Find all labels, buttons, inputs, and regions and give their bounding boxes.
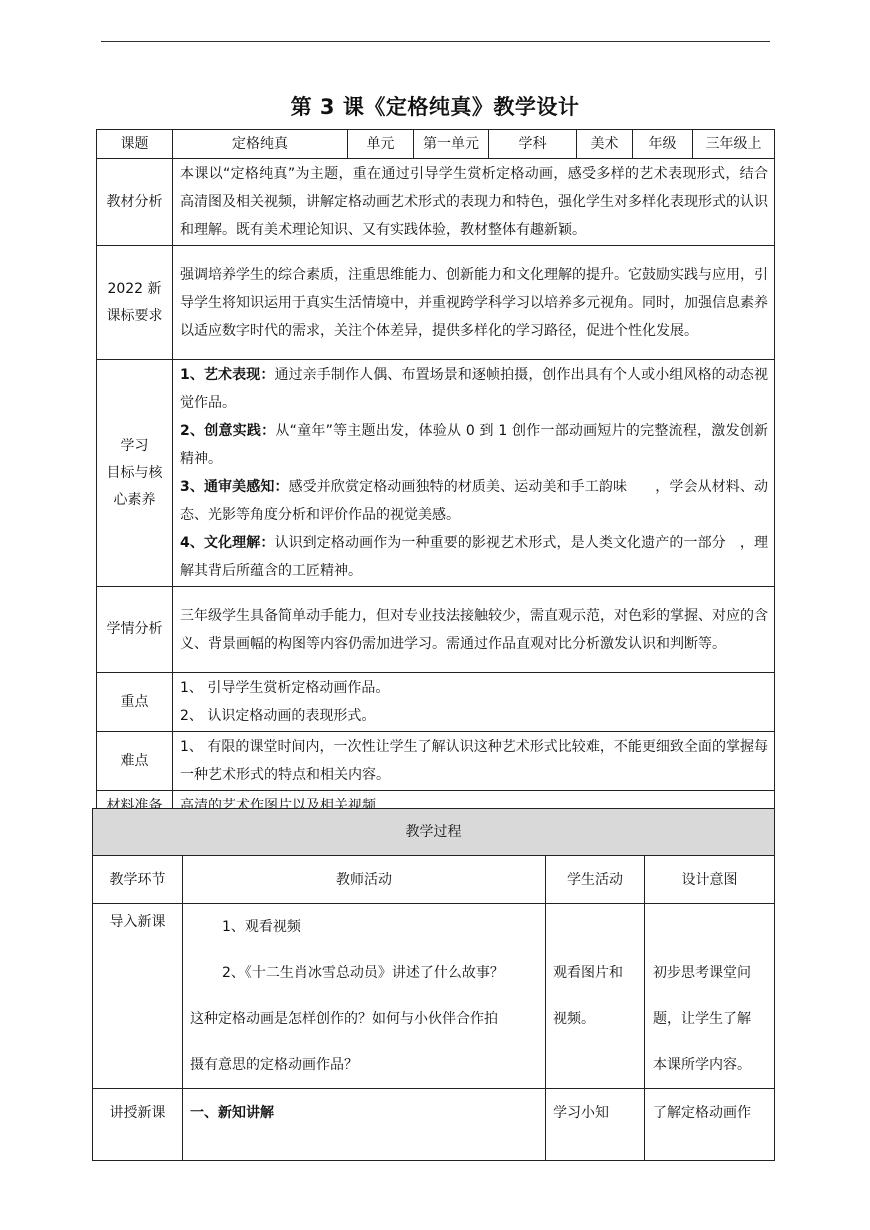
objective-head: 4、文化理解： xyxy=(180,535,275,551)
col-header-student: 学生活动 xyxy=(546,856,645,904)
objectives-row xyxy=(97,360,775,587)
curriculum-text: 强调培养学生的综合素质，注重思维能力、创新能力和文化理解的提升。它鼓励实践与应用，引导学生将知识运用于真实生活情境中，并重视跨学科学习以培养多元视角。同时，加强信息素养以适应数字时代的需求，关注个体差异，提供多样化的学习路径，促进个性化发展。 xyxy=(173,246,775,360)
difficulty-text: 1、 有限的课堂时间内，一次性让学生了解认识这种艺术形式比较难，不能更细致全面的掌握每一种艺术形式的特点和相关内容。 xyxy=(173,732,775,791)
objective-text: 从“童年”等主题出发，体验从 0 到 1 创作一部动画短片的完整流程，激发创新精神。 xyxy=(180,423,768,467)
subject-value: 美术 xyxy=(577,130,633,159)
material-analysis-text: 本课以“定格纯真”为主题，重在通过引导学生赏析定格动画，感受多样的艺术表现形式，结合高清图及相关视频，讲解定格动画艺术形式的表现力和特色，强化学生对多样化表现形式的认识和理解。既有美术理论知识、又有实践体验，教材整体有趣新颖。 xyxy=(173,159,775,246)
teaching-process-table xyxy=(92,808,775,1161)
stage-cell: 讲授新课 xyxy=(93,1089,183,1161)
objective-text: 认识到定格动画作为一种重要的影视艺术形式，是人类文化遗产的一部分 ，理解其背后所蕴含的工匠精神。 xyxy=(180,535,768,579)
design-intent-line: 题，让学生了解 xyxy=(653,1011,751,1027)
process-heading: 教学过程 xyxy=(93,809,775,856)
learner-analysis-text: 三年级学生具备简单动手能力，但对专业技法接触较少，需直观示范，对色彩的掌握、对应的含义、背景画幅的构图等内容仍需加进学习。需通过作品直观对比分析激发认识和判断等。 xyxy=(173,587,775,673)
curriculum-label xyxy=(97,246,173,360)
materials-text: 高清的艺术作图片以及相关视频 xyxy=(173,791,775,822)
objectives-label xyxy=(97,360,173,587)
student-activity-line: 观看图片和 xyxy=(553,965,623,981)
design-intent-line: 本课所学内容。 xyxy=(653,1057,751,1073)
process-row-intro xyxy=(93,904,775,1089)
curriculum-label-line2: 课标要求 xyxy=(106,307,163,324)
header-rule xyxy=(101,41,770,42)
objectives-label-line3: 心素养 xyxy=(113,491,156,508)
objective-item xyxy=(180,473,768,529)
objective-head: 2、创意实践： xyxy=(180,423,276,439)
objective-head: 1、艺术表现： xyxy=(180,367,275,383)
design-intent-cell: 了解定格动画作 xyxy=(645,1089,775,1161)
design-intent-line: 初步思考课堂问 xyxy=(653,965,751,981)
objective-head: 3、通审美感知： xyxy=(180,479,289,495)
material-analysis-row xyxy=(97,159,775,246)
design-intent-cell xyxy=(645,904,775,1089)
student-activity-cell xyxy=(546,904,645,1089)
objectives-label-line2: 目标与核 xyxy=(106,464,163,481)
objective-text: 通过亲手制作人偶、布置场景和逐帧拍摄，创作出具有个人或小组风格的动态视觉作品。 xyxy=(180,367,768,411)
objectives-label-line1: 学习 xyxy=(120,437,149,454)
teacher-activity-line: 1、观看视频 xyxy=(222,919,301,935)
difficulty-row xyxy=(97,732,775,791)
curriculum-label-line1: 2022 新 xyxy=(107,280,162,297)
lesson-info-table xyxy=(96,129,775,822)
col-header-intent: 设计意图 xyxy=(645,856,775,904)
stage-cell: 导入新课 xyxy=(93,904,183,1089)
document-title: 第 3 课《定格纯真》教学设计 xyxy=(290,95,580,119)
grade-label: 年级 xyxy=(633,130,693,159)
topic-label: 课题 xyxy=(97,130,173,159)
teacher-activity-line: 摄有意思的定格动画作品？ xyxy=(190,1057,358,1073)
key-point-item: 2、 认识定格动画的表现形式。 xyxy=(180,708,376,724)
subject-label: 学科 xyxy=(489,130,577,159)
objective-text: 感受并欣赏定格动画独特的材质美、运动美和手工韵味 ，学会从材料、动态、光影等角度分析和评价作品的视觉美感。 xyxy=(180,479,768,523)
key-points-content xyxy=(173,673,775,732)
student-activity-line: 视频。 xyxy=(553,1011,595,1027)
student-activity-cell: 学习小知 xyxy=(546,1089,645,1161)
learner-analysis-row xyxy=(97,587,775,673)
teacher-activity-line: 这种定格动画是怎样创作的？如何与小伙伴合作拍 xyxy=(190,1011,498,1027)
learner-analysis-label: 学情分析 xyxy=(97,587,173,673)
objective-item xyxy=(180,529,768,585)
material-analysis-label: 教材分析 xyxy=(97,159,173,246)
key-point-item: 1、 引导学生赏析定格动画作品。 xyxy=(180,680,390,696)
curriculum-row xyxy=(97,246,775,360)
difficulty-label: 难点 xyxy=(97,732,173,791)
teacher-activity-line: 2、《十二生肖冰雪总动员》讲述了什么故事？ xyxy=(222,965,504,981)
topic-value: 定格纯真 xyxy=(173,130,348,159)
grade-value: 三年级上 xyxy=(693,130,775,159)
unit-label: 单元 xyxy=(348,130,414,159)
materials-label: 材料准备 xyxy=(97,791,173,822)
col-header-teacher: 教师活动 xyxy=(183,856,546,904)
process-header-row xyxy=(93,856,775,904)
unit-value: 第一单元 xyxy=(414,130,489,159)
process-heading-row xyxy=(93,809,775,856)
teacher-activity-cell xyxy=(183,904,546,1089)
objective-item xyxy=(180,417,768,473)
objectives-content xyxy=(173,360,775,587)
key-points-label: 重点 xyxy=(97,673,173,732)
teacher-activity-cell: 一、新知讲解 xyxy=(183,1089,546,1161)
process-row-new-lesson xyxy=(93,1089,775,1161)
key-points-row xyxy=(97,673,775,732)
objective-item xyxy=(180,361,768,417)
info-row xyxy=(97,130,775,159)
col-header-stage: 教学环节 xyxy=(93,856,183,904)
